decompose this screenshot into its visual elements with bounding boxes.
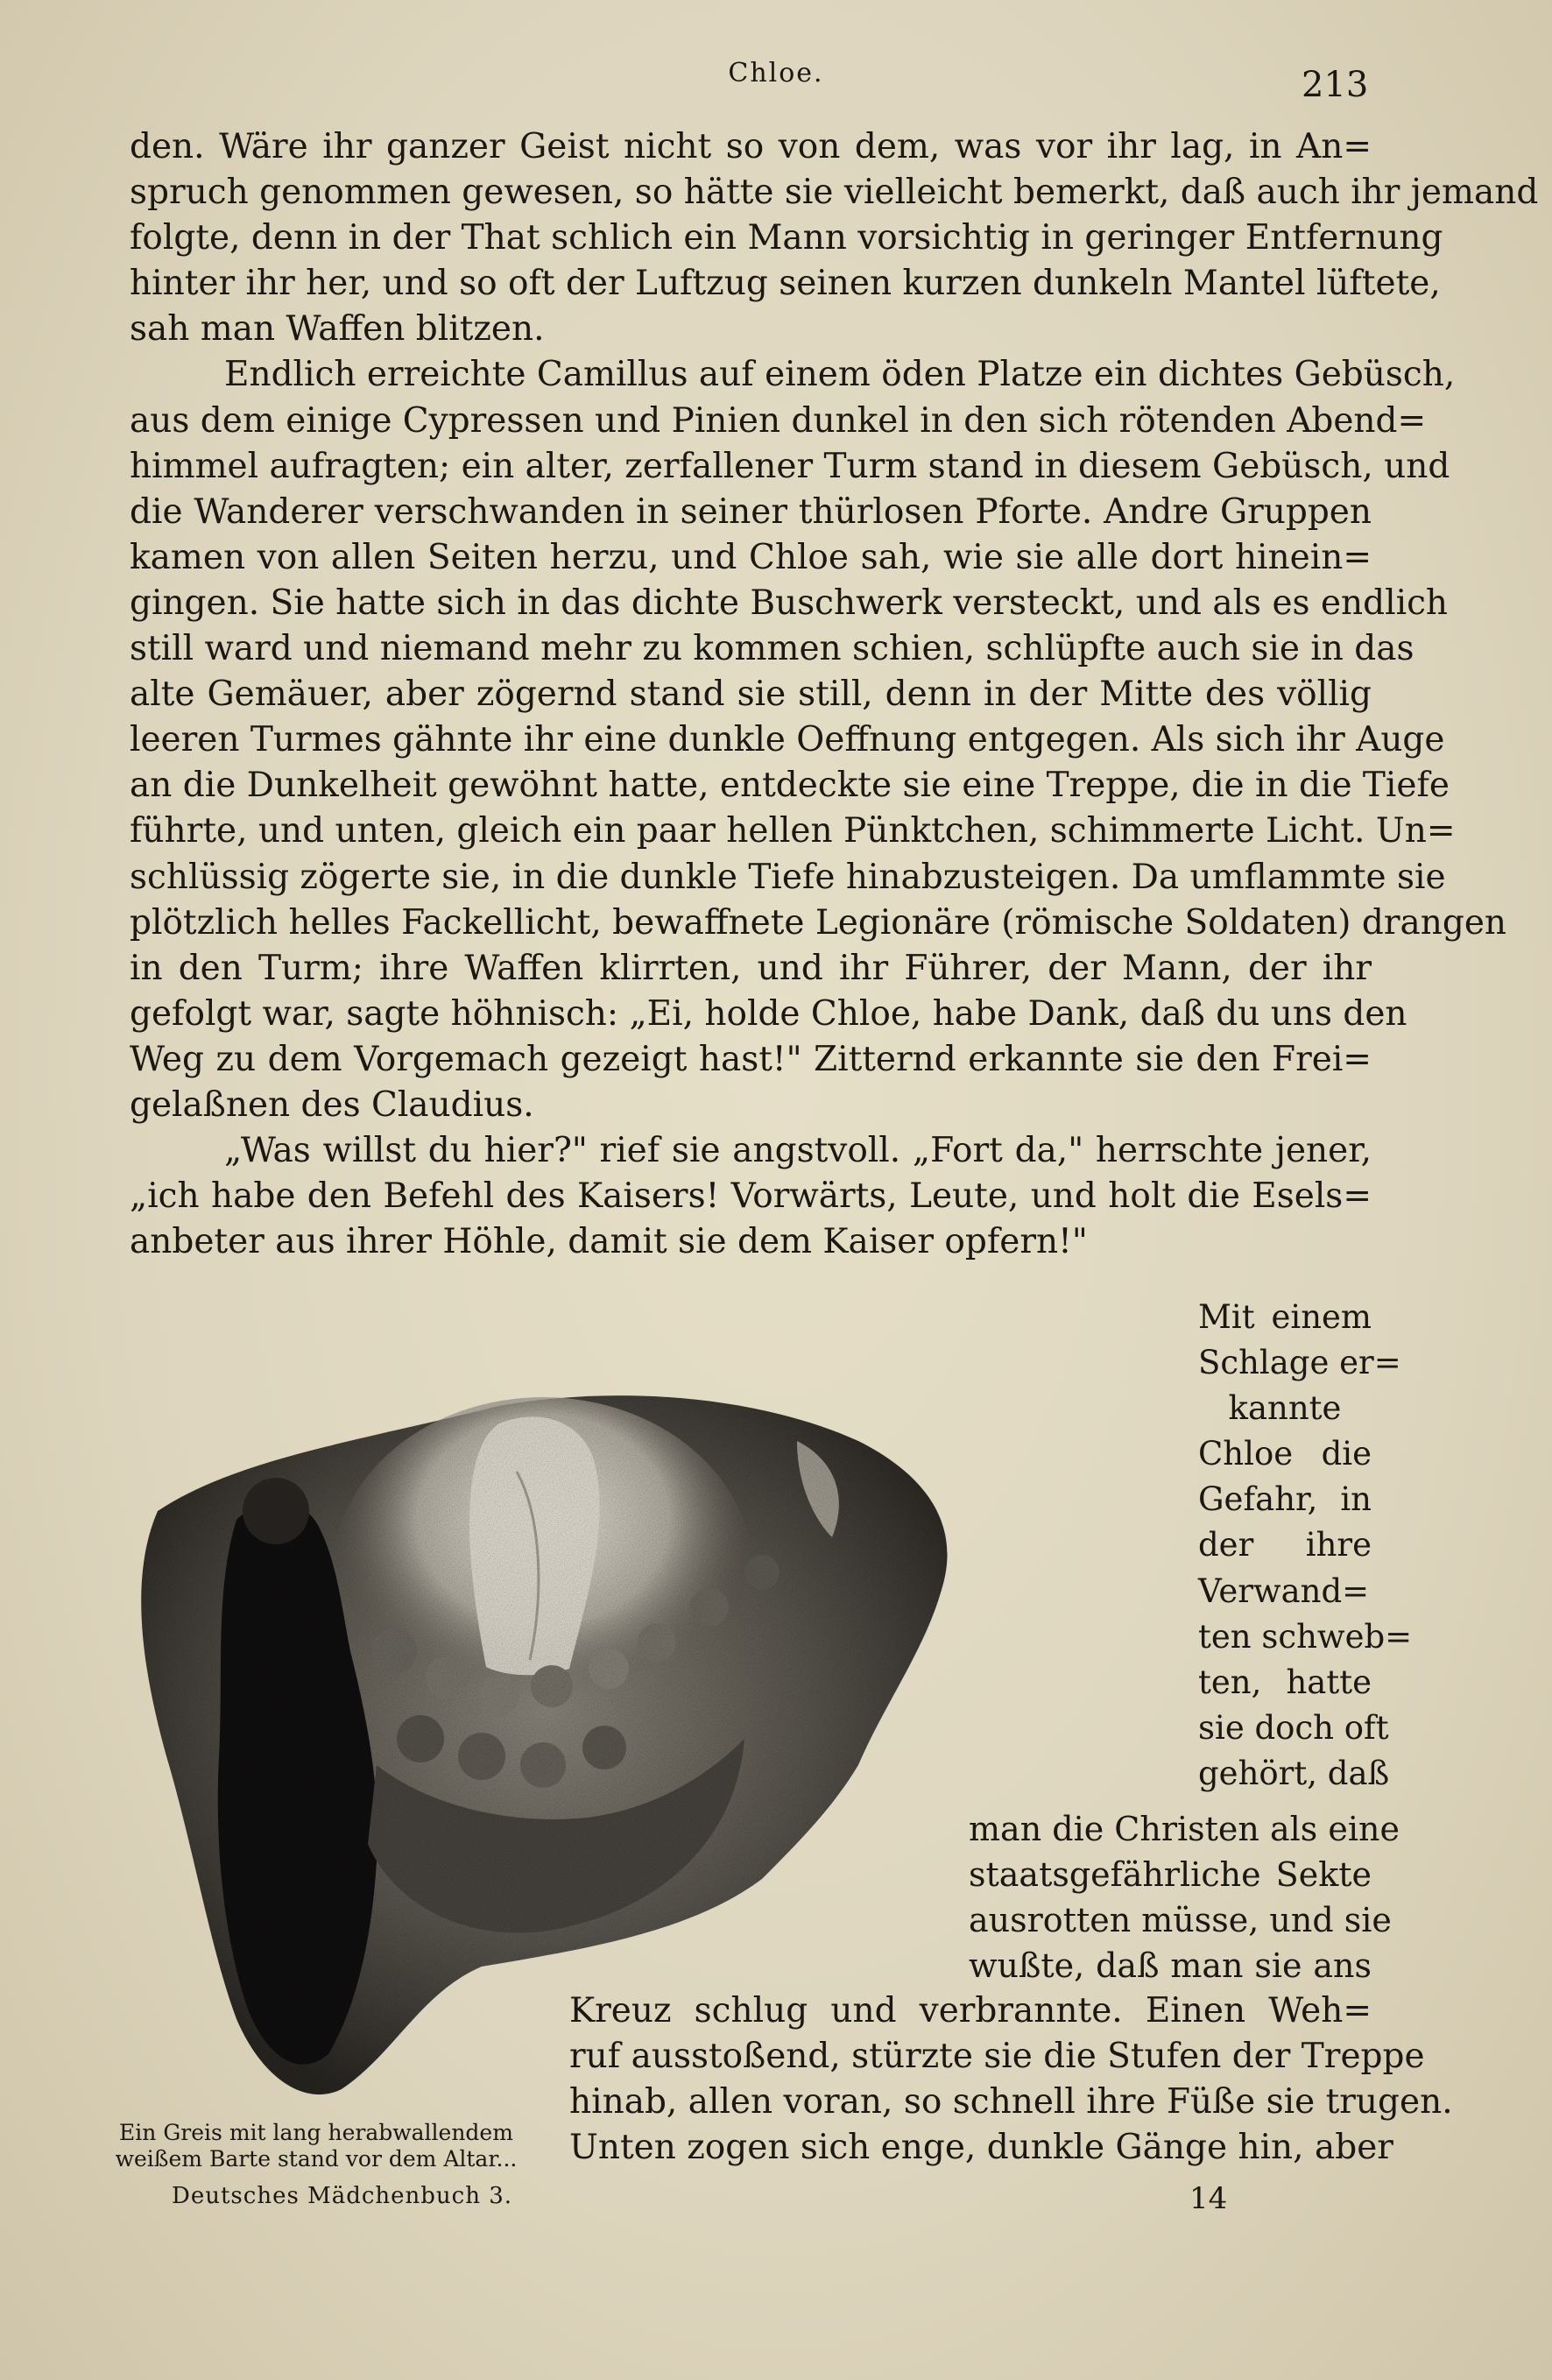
text-line: gefolgt war, sagte höhnisch: „Ei, holde Chloe, habe Dank, daß du uns den xyxy=(130,993,1407,1034)
text-line: staatsgefährliche Sekte xyxy=(969,1855,1372,1895)
wrap-text-right xyxy=(1198,1295,1413,1797)
text-line: hinab, allen voran, so schnell ihre Füße sie trugen. xyxy=(569,2082,1453,2122)
text-line: leeren Turmes gähnte ihr eine dunkle Oeffnung entgegen. Als sich ihr Auge xyxy=(130,720,1445,760)
illustration-caption xyxy=(75,2120,557,2172)
text-line: folgte, denn in der That schlich ein Mann vorsichtig in geringer Entfernung xyxy=(130,218,1443,258)
text-line: kamen von allen Seiten herzu, und Chloe sah, wie sie alle dort hinein= xyxy=(130,537,1372,577)
text-line: anbeter aus ihrer Höhle, damit sie dem Kaiser opfern!" xyxy=(130,1222,1088,1262)
text-line: „ich habe den Befehl des Kaisers! Vorwärts, Leute, und holt die Esels= xyxy=(130,1176,1372,1217)
text-line: „Was willst du hier?" rief sie angstvoll. „Fort da," herrschte jener, xyxy=(224,1131,1372,1171)
text-line: Mit einem xyxy=(1198,1298,1372,1336)
text-line: hinter ihr her, und so oft der Luftzug seinen kurzen dunkeln Mantel lüftete, xyxy=(130,264,1441,304)
text-line: wußte, daß man sie ans xyxy=(969,1946,1372,1986)
text-line: ruf ausstoßend, stürzte sie die Stufen der Treppe xyxy=(569,2037,1425,2077)
text-line: schlüssig zögerte sie, in die dunkle Tiefe hinabzusteigen. Da umflammte sie xyxy=(130,857,1446,897)
text-line: gehört, daß xyxy=(1198,1754,1390,1792)
text-line: Unten zogen sich enge, dunkle Gänge hin, aber xyxy=(569,2128,1393,2168)
text-line: Weg zu dem Vorgemach gezeigt hast!" Zitternd erkannte sie den Frei= xyxy=(130,1039,1372,1079)
illustration-catacomb-scene xyxy=(131,1388,981,2107)
page-number: 213 xyxy=(1302,65,1369,105)
text-line: himmel aufragten; ein alter, zerfallener Turm stand in diesem Gebüsch, und xyxy=(130,446,1450,486)
caption-line: weißem Barte stand vor dem Altar... xyxy=(115,2146,518,2172)
text-line: still ward und niemand mehr zu kommen schien, schlüpfte auch sie in das xyxy=(130,629,1414,669)
text-line: Verwand= xyxy=(1198,1571,1370,1610)
text-line: Chloe die xyxy=(1198,1435,1372,1473)
text-line: spruch genommen gewesen, so hätte sie vielleicht bemerkt, daß auch ihr jemand xyxy=(130,173,1539,213)
text-line: den. Wäre ihr ganzer Geist nicht so von dem, was vor ihr lag, in An= xyxy=(130,127,1372,166)
printer-signature: Deutsches Mädchenbuch 3. xyxy=(172,2183,513,2209)
illustration-vignette-shape xyxy=(141,1395,947,2094)
text-line: in den Turm; ihre Waffen klirrten, und ihr Führer, der Mann, der ihr xyxy=(130,948,1372,988)
text-line: Kreuz schlug und verbrannte. Einen Weh= xyxy=(569,1991,1372,2030)
text-line: gingen. Sie hatte sich in das dichte Buschwerk versteckt, und als es endlich xyxy=(130,583,1449,623)
main-text xyxy=(130,124,1539,1265)
text-line: der ihre xyxy=(1198,1526,1372,1564)
text-line: man die Christen als eine xyxy=(969,1810,1400,1848)
text-line: sie doch oft xyxy=(1198,1708,1389,1747)
text-line: ten schweb= xyxy=(1198,1617,1413,1656)
text-line: an die Dunkelheit gewöhnt hatte, entdeckte sie eine Treppe, die in die Tiefe xyxy=(130,766,1450,806)
caption-line: Ein Greis mit lang herabwallendem xyxy=(119,2120,513,2145)
wrap-text-middle xyxy=(969,1806,1400,1988)
text-line: alte Gemäuer, aber zögernd stand sie still, denn in der Mitte des völlig xyxy=(130,674,1372,715)
text-line: die Wanderer verschwanden in seiner thürlosen Pforte. Andre Gruppen xyxy=(130,491,1372,532)
text-line: Gefahr, in xyxy=(1198,1480,1372,1519)
text-line: Endlich erreichte Camillus auf einem öden Platze ein dichtes Gebüsch, xyxy=(224,355,1456,395)
text-line: führte, und unten, gleich ein paar hellen Pünktchen, schimmerte Licht. Un= xyxy=(130,811,1456,851)
text-line: ten, hatte xyxy=(1198,1663,1372,1701)
text-line: ausrotten müsse, und sie xyxy=(969,1901,1392,1940)
text-line: sah man Waffen blitzen. xyxy=(130,309,545,350)
text-line: kannte xyxy=(1228,1389,1342,1428)
text-line: plötzlich helles Fackellicht, bewaffnete Legionäre (römische Soldaten) drangen xyxy=(130,902,1507,943)
running-title: Chloe. xyxy=(728,58,824,88)
signature-number: 14 xyxy=(1189,2181,1228,2216)
text-line: Schlage er= xyxy=(1198,1344,1401,1382)
text-line: aus dem einige Cypressen und Pinien dunkel in den sich rötenden Abend= xyxy=(130,400,1427,441)
text-line: gelaßnen des Claudius. xyxy=(130,1084,534,1125)
